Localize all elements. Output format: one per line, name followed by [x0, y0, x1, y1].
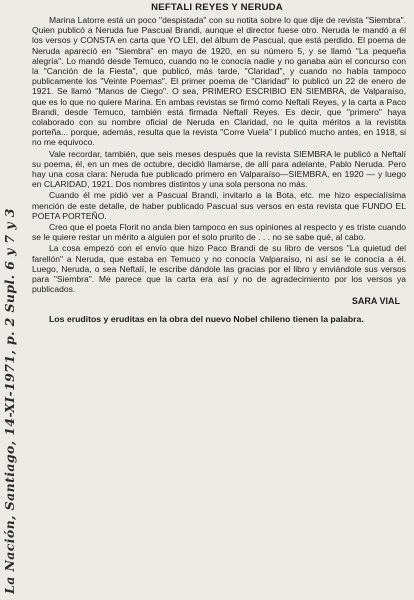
paragraph-3: Cuando él me pidió ver a Pascual Brandi, invitarlo a la Bota, etc. me hizo especialísima mención de este detalle, de haber publicado Pascual sus versos en esta revista que FUNDO EL POETA PORTEÑO. [32, 190, 406, 221]
paragraph-5: La cosa empezó con el envío que hizo Paco Brandi de su libro de versos "La quietud del farellón" a Neruda, que estaba en Temuco y no conocía Valparaíso, ni así se le conocía a él. Luego, Neruda, o sea Neftalí, le escribe dándole las gracias por el libro y enviándole sus versos para "Siembra". Me parece que la carta era así y no de agradecimiento por los versos ya publicados. [32, 243, 406, 295]
paragraph-2: Vale recordar, también, que seis meses después que la revista SIEMBRA le publicó a Neftalí su poema, él, en un mes de octubre, decidió llamarse, de allí para adelante, Pablo Neruda. Pero hay una cosa clara: Neruda fue publicado primero en Valparaíso—SIEMBRA, en 1920 — y luego en CLARIDAD, 1921. Dos nombres distintos y una sola persona no más. [32, 148, 406, 190]
article-body [32, 15, 406, 598]
paragraph-4: Creo que el poeta Florit no anda bien tampoco en sus opiniones al respecto y es triste cuando se le quiere restar un mérito a alguien por el solo prurito de . . . no se sabe qué, al cabo. [32, 222, 406, 243]
paragraph-1: Marina Latorre está un poco "despistada" con su notita sobre lo que dije de revista "Siembra". Quien publicó a Neruda fue Pascual Brandi, aunque el director fuese otro. Neruda le mandó a él los versos y CONSTA en carta que YO LEI, del álbum de Pascual, que está perdido. El poema de Neruda apareció en "Siembra" en mayo de 1920, en su número 5, y se llamó "La pequeña alegría". Lo mandó desde Temuco, cuando no le conocía nadie y no ganaba aún el concurso con la "Canción de la Fiesta", que publicó, más tarde, "Claridad", y cuando no había tampoco publicamente los "Veinte Poemas". El primer poema de "Claridad" lo publicó un 22 de enero de 1921. Se llamó "Manos de Ciego". O sea, PRIMERO ESCRIBIO EN SIEMBRA, de Valparaíso, que es lo que no quiere Marina. En ambas revistas se firmó como Neftalí Reyes, y la carta a Paco Brandi, desde Temuco, también está firmada Neftalí Reyes. Es decir, que "primero" haya colaborado con su nombre oficial de Neruda en Claridad, no le quita méritos a la revistita porteña... porque, además, resulta que la revista "Corre Vuela" I publicó mucho antes, en 1918, si no me equivoco. [32, 15, 406, 148]
next-article-lead-in: Los eruditos y eruditas en la obra del nuevo Nobel chileno tienen la palabra. [49, 313, 364, 324]
author-signature: SARA VIAL [351, 296, 400, 307]
article-title: NEFTALI REYES Y NERUDA [151, 2, 283, 13]
handwritten-source-note: La Nación, Santiago, 14-XI-1971, p. 2 Supl. 6 y 7 y 3 [2, 208, 17, 594]
